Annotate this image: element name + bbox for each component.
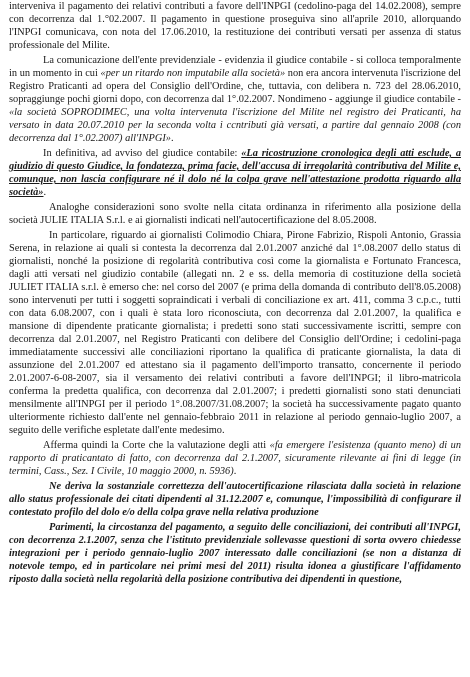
paragraph-6-text-a: Afferma quindi la Corte che la valutazione degli atti	[43, 440, 270, 451]
paragraph-6-text-c: .	[233, 466, 237, 477]
quote-ricostruzione: «La ricostruzione cronologica degli atti esclude, a giudizio di questo Giudice, la fondatezza, prima facie, dell'accusa di irregolarità contributiva del Milite e, comunque, non lascia configurare né il dolo né la colpa grave nell'attestazione prodotta riguardo alla società»	[9, 148, 461, 198]
paragraph-3-text-a: In definitiva, ad avviso del giudice contabile:	[43, 148, 242, 159]
paragraph-2-text-a: La comunicazione dell'ente previdenziale - evidenzia il giudice contabile - si colloca temporalmente in un momento in cui	[9, 55, 461, 79]
paragraph-2-text-c: non era ancora intervenuta l'iscrizione del Registro Praticanti ad opera del Consiglio dell'Ordine, che, tuttavia, con delibera n. 723 del 28.06.2010, sopraggiunge pochi giorni dopo, con decorrenza dal 1°.02.2007. Nondimeno - aggiunge il giudice contabile -	[9, 68, 461, 105]
paragraph-2	[9, 54, 461, 145]
paragraph-1: interveniva il pagamento dei relativi contributi a favore dell'INPGI (cedolino-paga del 14.02.2008), sempre con decorrenza dal 1.°02.2007. Il pagamento in questione proseguiva sino all'aprile 2010, allorquando l'INPGI comunicava, con nota del 17.06.2010, la restituzione dei contributi versati per assenza di status professionale del Milite.	[9, 1, 461, 51]
paragraph-6	[9, 439, 461, 478]
paragraph-8: Parimenti, la circostanza del pagamento, a seguito delle conciliazioni, dei contributi all'INPGI, con decorrenza 2.1.2007, senza che l'istituto previdenziale sollevasse questioni di sorta ovvero chiedesse integrazioni per i periodo gennaio-luglio 2007 interessato dalle conciliazioni (se non a distanza di notevole tempo, ed in particolare nei primi mesi del 2011) risulta idonea a giustificare l'affidamento riposto dalla società nella regolarità della posizione contributiva dei dipendenti in questione,	[9, 522, 461, 585]
quote-ritardo: «per un ritardo non imputabile alla società»	[100, 68, 286, 79]
paragraph-2-text-e: .	[170, 133, 174, 144]
quote-praticantato: «fa emergere l'esistenza (quanto meno) di un rapporto di praticantato di fatto, con decorrenza dal 2.1.2007, sicuramente rilevante ai fini di legge (in termini, Cass., Sez. I Civile, 10 maggio 2000, n. 5936)	[9, 440, 462, 477]
quote-soprodimec: «la società SOPRODIMEC, una volta intervenuta l'iscrizione del Milite nel registro dei Praticanti, ha versato in data 20.07.2010 per la seconda volta i ccntributi già versati, a partire dal gennaio 2008 (con decorrenza dal 1°.02.2007) all'INPGI»	[9, 107, 461, 144]
paragraph-3	[9, 147, 461, 199]
paragraph-7: Ne deriva la sostanziale correttezza dell'autocertificazione rilasciata dalla società in relazione allo status professionale dei citati dipendenti al 31.12.2007 e, comunque, l'impossibilità di configurare il contestato profilo del dolo e/o della colpa grave nella relativa produzione	[9, 481, 461, 518]
paragraph-4: Analoghe considerazioni sono svolte nella citata ordinanza in riferimento alla posizione della società JULIE ITALIA S.r.l. e ai giornalisti indicati nell'autocertificazione del 8.05.2008.	[9, 202, 461, 226]
paragraph-5: In particolare, riguardo ai giornalisti Colimodio Chiara, Pirone Fabrizio, Rispoli Antonio, Grassia Serena, in relazione ai quali si contesta la decorrenza dal 2.01.2007 anziché dal 1°.08.2007 dello status di giornalisti, nonché la posizione di regolarità contributiva così come la giornalista e Fortunato Francesca, dagli atti versati nel giudizio contabile (allegati nn. 2 e ss. della memoria di costituzione della società JULIET ITALIA s.r.l. è emerso che: nel corso del 2007 (e prima della domanda di contributo dell'8.05.2008) sono intervenuti per tutti i soggetti sopraindicati i verbali di conciliazione ex art. 411, comma 3 c.p.c., tutti con data 6.08.2007, con i quali è stata loro riconosciuta, con decorrenza dal 2.01.2007, la qualifica e mansione di dipendente praticante giornalista; i predetti sono stati successivamente iscritti, sempre con decorrenza dal 2.01.2007, nel Registro Praticanti con delibere del Consiglio dell'Ordine; i cedolini-paga immediatamente successivi alle conciliazioni riportano la qualifica di praticante giornalista, la data di assunzione del 2.01.2007 ed attestano sia il pagamento dell'importo transatto, concernente il periodo 2.01.2007-6-08-2007, sia il versamento dei relativi contributi a favore dell'INPGI; il libro-matricola conferma la predetta qualifica, con decorrenza dal 2.01.2007; i predetti giornalisti sono stati denunciati mensilmente all'INPGI per il periodo 1°.08.2007/31.08.2007; la società ha successivamente pagato quanto ulteriormente richiesto dall'ente nel gennaio-febbraio 2011 in relazione al periodo gennaio-luglio 2007, a seguito delle verifiche espletate dall'ente medesimo.	[9, 230, 461, 436]
paragraph-3-text-c: .	[43, 187, 47, 198]
